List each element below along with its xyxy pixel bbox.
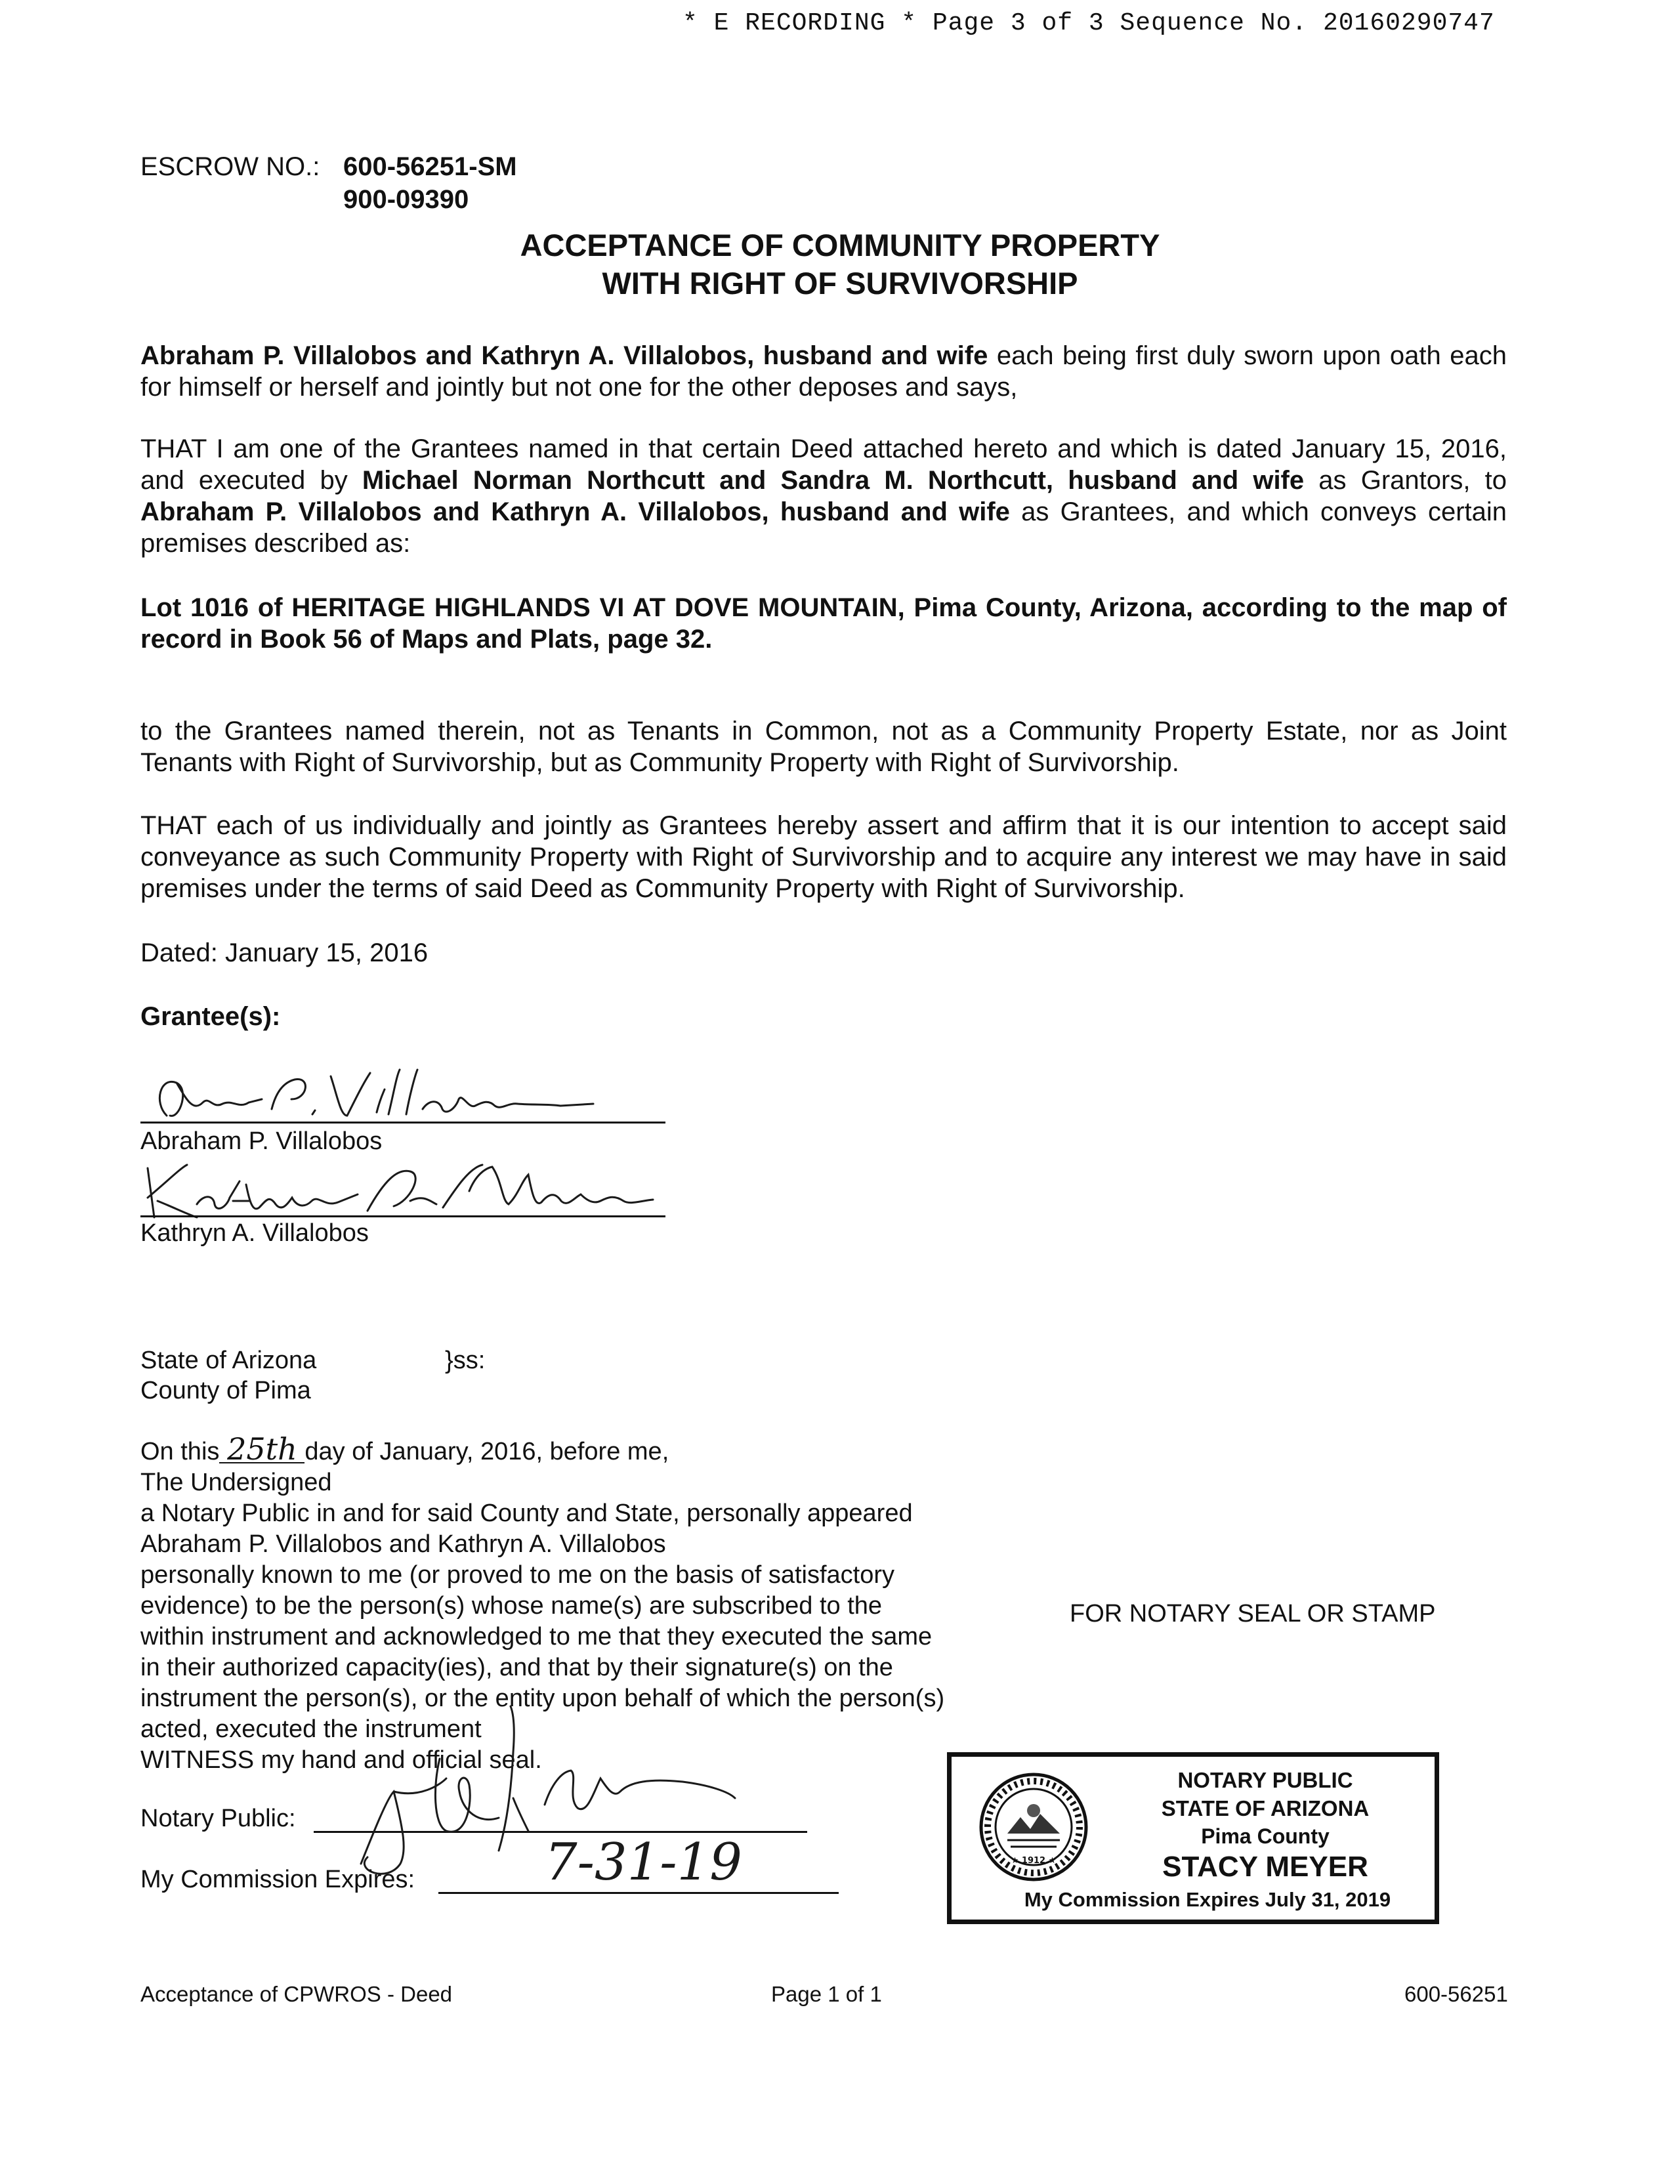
grantor-names-bold: Michael Norman Northcutt and Sandra M. Northcutt, husband and wife bbox=[362, 466, 1305, 495]
ack-line-6: in their authorized capacity(ies), and that by their signature(s) on the bbox=[140, 1654, 893, 1681]
deed-text-c: as Grantees, and which conveys certain premises described as: bbox=[140, 497, 1507, 558]
venue-ss: }ss: bbox=[445, 1347, 486, 1374]
oath-text: each being first duly sworn upon oath each for himself or herself and jointly but not one for the other deposes and says, bbox=[140, 341, 1507, 402]
ack-line-2: Abraham P. Villalobos and Kathryn A. Villalobos bbox=[140, 1530, 666, 1558]
affirmation-paragraph: THAT each of us individually and jointly as Grantees hereby assert and affirm that it is our intention to accept said conveyance as such Community Property with Right of Survivorship and to acquire any interest we may have in said premises under the terms of said Deed as Community Property with Right of Survivorship. bbox=[140, 811, 1507, 903]
deed-text-b: as Grantors, to bbox=[1304, 466, 1507, 495]
title-line-1: ACCEPTANCE OF COMMUNITY PROPERTY bbox=[520, 228, 1160, 262]
stamp-expiry: My Commission Expires July 31, 2019 bbox=[1024, 1888, 1391, 1911]
arizona-seal-icon bbox=[978, 1771, 1089, 1883]
on-this-line bbox=[140, 1431, 1059, 1467]
stamp-county: Pima County bbox=[1201, 1824, 1330, 1848]
grantee-names-bold-2: Abraham P. Villalobos and Kathryn A. Villalobos, husband and wife bbox=[140, 497, 1010, 526]
signature-abraham bbox=[140, 1063, 613, 1129]
document-title bbox=[0, 226, 1680, 303]
legal-description: Lot 1016 of HERITAGE HIGHLANDS VI AT DOVE MOUNTAIN, Pima County, Arizona, according to the map of record in Book 56 of Maps and Plats, page 32. bbox=[140, 593, 1507, 654]
tenancy-paragraph: to the Grantees named therein, not as Tenants in Common, not as a Community Property Estate, nor as Joint Tenants with Right of Survivorship, but as Community Property with Right of Survivorship. bbox=[140, 717, 1507, 777]
ack-line-7: instrument the person(s), or the entity upon behalf of which the person(s) bbox=[140, 1685, 945, 1712]
venue-county: County of Pima bbox=[140, 1377, 311, 1404]
handwritten-commission-date: 7-31-19 bbox=[545, 1833, 742, 1892]
on-this-text: On this bbox=[140, 1438, 220, 1465]
stamp-notary-name: STACY MEYER bbox=[1162, 1851, 1368, 1883]
stamp-title: NOTARY PUBLIC bbox=[1177, 1768, 1353, 1792]
grantees-label: Grantee(s): bbox=[140, 1002, 281, 1031]
ack-line-1: a Notary Public in and for said County and State, personally appeared bbox=[140, 1500, 913, 1527]
escrow-number-secondary: 900-09390 bbox=[343, 185, 469, 214]
undersigned-line: The Undersigned bbox=[140, 1469, 332, 1496]
oath-paragraph bbox=[140, 340, 1507, 403]
ack-line-5: within instrument and acknowledged to me that they executed the same bbox=[140, 1623, 933, 1650]
ack-line-8: acted, executed the instrument bbox=[140, 1715, 482, 1743]
signature-line-1 bbox=[140, 1122, 665, 1124]
ack-line-4: evidence) to be the person(s) whose name(s) are subscribed to the bbox=[140, 1592, 883, 1620]
day-of-text: day of January, 2016, before me, bbox=[304, 1438, 669, 1465]
recording-header: * E RECORDING * Page 3 of 3 Sequence No. 20160290747 bbox=[682, 9, 1495, 37]
venue-state: State of Arizona bbox=[140, 1347, 317, 1374]
stamp-text bbox=[1101, 1766, 1429, 1883]
notary-signature bbox=[341, 1700, 748, 1897]
notary-public-label: Notary Public: bbox=[140, 1805, 296, 1832]
deed-text-a: THAT I am one of the Grantees named in that certain Deed attached hereto and which is dated January 15, 2016, and executed by bbox=[140, 434, 1507, 495]
notary-seal-caption: FOR NOTARY SEAL OR STAMP bbox=[1070, 1600, 1436, 1628]
notary-stamp bbox=[947, 1752, 1439, 1924]
title-line-2: WITH RIGHT OF SURVIVORSHIP bbox=[602, 266, 1078, 301]
escrow-label: ESCROW NO.: bbox=[140, 152, 320, 181]
commission-expires-label: My Commission Expires: bbox=[140, 1866, 415, 1893]
deed-paragraph bbox=[140, 433, 1507, 559]
footer-document-name: Acceptance of CPWROS - Deed bbox=[140, 1982, 453, 2006]
ack-line-3: personally known to me (or proved to me on the basis of satisfactory bbox=[140, 1561, 894, 1589]
signer-name-2: Kathryn A. Villalobos bbox=[140, 1219, 369, 1247]
ack-line-9: WITNESS my hand and official seal. bbox=[140, 1746, 542, 1774]
handwritten-day: 25th bbox=[219, 1436, 304, 1463]
stamp-state: STATE OF ARIZONA bbox=[1161, 1796, 1370, 1820]
signer-name-1: Abraham P. Villalobos bbox=[140, 1127, 383, 1155]
svg-text:★ 1912 ★: ★ 1912 ★ bbox=[1011, 1856, 1057, 1866]
signature-line-2 bbox=[140, 1215, 665, 1217]
escrow-number: 600-56251-SM bbox=[343, 152, 517, 181]
footer-page-number: Page 1 of 1 bbox=[771, 1982, 882, 2006]
dated-line: Dated: January 15, 2016 bbox=[140, 938, 429, 967]
footer-file-number: 600-56251 bbox=[1404, 1982, 1508, 2006]
grantee-names-bold: Abraham P. Villalobos and Kathryn A. Villalobos, husband and wife bbox=[140, 341, 988, 370]
